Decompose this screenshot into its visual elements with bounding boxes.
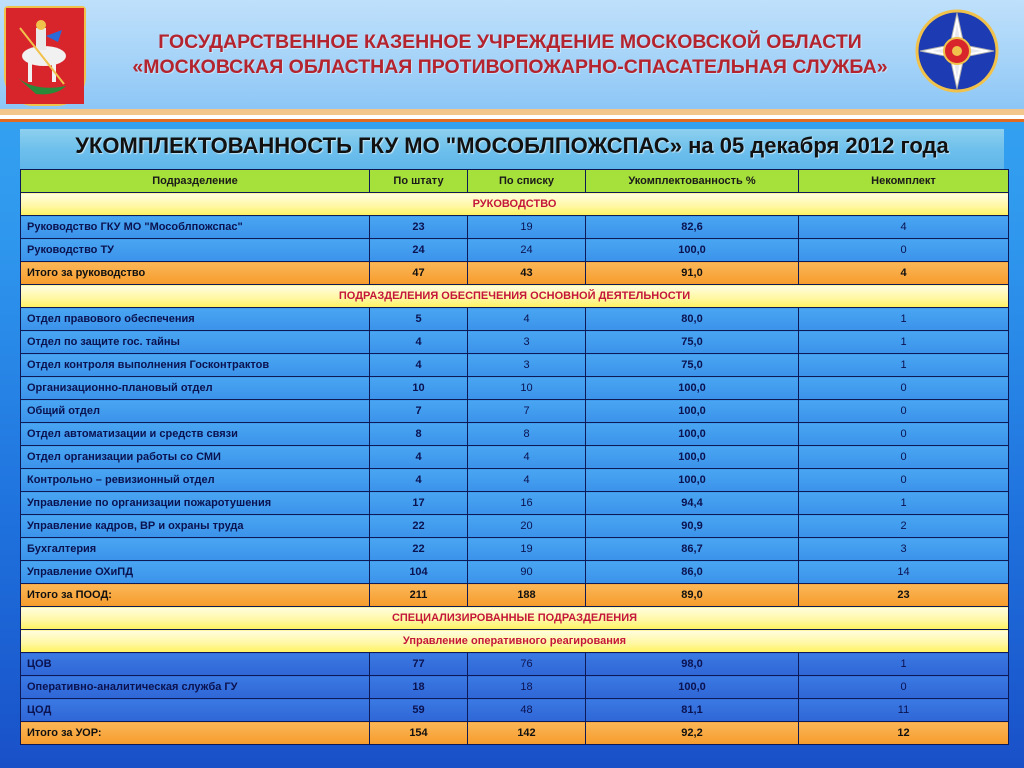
org-title-line-2: «МОСКОВСКАЯ ОБЛАСТНАЯ ПРОТИВОПОЖАРНО-СПАСАТЕЛЬНАЯ СЛУЖБА» [132,56,888,78]
actual-count-cell: 4 [468,469,586,492]
percent-cell: 89,0 [586,584,799,607]
actual-count-cell: 10 [468,377,586,400]
actual-count-cell: 90 [468,561,586,584]
unit-name-cell: Итого за ПООД: [21,584,370,607]
percent-cell: 100,0 [586,676,799,699]
actual-count-cell: 7 [468,400,586,423]
percent-cell: 75,0 [586,354,799,377]
table-row [21,676,1009,699]
shortage-cell: 4 [799,216,1009,239]
planned-count-cell: 4 [370,469,468,492]
fire-service-emblem-icon [914,1,1000,101]
percent-cell: 86,7 [586,538,799,561]
unit-name-cell: Руководство ГКУ МО "Мособлпожспас" [21,216,370,239]
unit-name-cell: Отдел правового обеспечения [21,308,370,331]
percent-cell: 80,0 [586,308,799,331]
percent-cell: 100,0 [586,400,799,423]
shortage-cell: 14 [799,561,1009,584]
unit-name-cell: ЦОД [21,699,370,722]
shortage-cell: 0 [799,676,1009,699]
percent-cell: 82,6 [586,216,799,239]
table-row [21,538,1009,561]
percent-cell: 100,0 [586,469,799,492]
unit-name-cell: Отдел по защите гос. тайны [21,331,370,354]
planned-count-cell: 23 [370,216,468,239]
table-body [21,193,1009,745]
section-header-row [21,285,1009,308]
planned-count-cell: 77 [370,653,468,676]
percent-cell: 100,0 [586,377,799,400]
table-row [21,377,1009,400]
actual-count-cell: 4 [468,446,586,469]
section-label: ПОДРАЗДЕЛЕНИЯ ОБЕСПЕЧЕНИЯ ОСНОВНОЙ ДЕЯТЕЛЬНОСТИ [21,285,1009,308]
shortage-cell: 1 [799,653,1009,676]
actual-count-cell: 19 [468,216,586,239]
actual-count-cell: 142 [468,722,586,745]
shortage-cell: 0 [799,423,1009,446]
planned-count-cell: 8 [370,423,468,446]
planned-count-cell: 4 [370,331,468,354]
table-row [21,400,1009,423]
actual-count-cell: 18 [468,676,586,699]
planned-count-cell: 211 [370,584,468,607]
planned-count-cell: 18 [370,676,468,699]
percent-cell: 100,0 [586,446,799,469]
planned-count-cell: 24 [370,239,468,262]
unit-name-cell: Руководство ТУ [21,239,370,262]
percent-cell: 90,9 [586,515,799,538]
table-row [21,469,1009,492]
unit-name-cell: Бухгалтерия [21,538,370,561]
shortage-cell: 1 [799,492,1009,515]
section-label: Управление оперативного реагирования [21,630,1009,653]
shortage-cell: 2 [799,515,1009,538]
table-row [21,354,1009,377]
actual-count-cell: 8 [468,423,586,446]
actual-count-cell: 3 [468,354,586,377]
section-header-row [21,630,1009,653]
table-row [21,216,1009,239]
actual-count-cell: 43 [468,262,586,285]
column-header-shortage: Некомплект [799,170,1009,193]
column-header-actual: По списку [468,170,586,193]
unit-name-cell: Отдел контроля выполнения Госконтрактов [21,354,370,377]
actual-count-cell: 188 [468,584,586,607]
table-row [21,239,1009,262]
column-header-percent: Укомплектованность % [586,170,799,193]
planned-count-cell: 10 [370,377,468,400]
page-title: УКОМПЛЕКТОВАННОСТЬ ГКУ МО "МОСОБЛПОЖСПАС» на 05 декабря 2012 года [75,133,949,158]
shortage-cell: 11 [799,699,1009,722]
total-row [21,262,1009,285]
actual-count-cell: 19 [468,538,586,561]
unit-name-cell: Общий отдел [21,400,370,423]
shortage-cell: 0 [799,469,1009,492]
shortage-cell: 0 [799,377,1009,400]
unit-name-cell: Управление кадров, ВР и охраны труда [21,515,370,538]
planned-count-cell: 22 [370,538,468,561]
section-label: РУКОВОДСТВО [21,193,1009,216]
unit-name-cell: Отдел автоматизации и средств связи [21,423,370,446]
unit-name-cell: Итого за УОР: [21,722,370,745]
shortage-cell: 1 [799,308,1009,331]
planned-count-cell: 4 [370,446,468,469]
section-header-row [21,607,1009,630]
total-row [21,722,1009,745]
table-row [21,308,1009,331]
table-row [21,561,1009,584]
column-header-unit: Подразделение [21,170,370,193]
percent-cell: 94,4 [586,492,799,515]
shortage-cell: 0 [799,239,1009,262]
shortage-cell: 12 [799,722,1009,745]
section-header-row [21,193,1009,216]
column-header-planned: По штату [370,170,468,193]
actual-count-cell: 3 [468,331,586,354]
unit-name-cell: Оперативно-аналитическая служба ГУ [21,676,370,699]
planned-count-cell: 47 [370,262,468,285]
organization-title [100,30,920,80]
table-row [21,446,1009,469]
unit-name-cell: Управление по организации пожаротушения [21,492,370,515]
moscow-oblast-coat-of-arms-icon [4,6,86,106]
shortage-cell: 1 [799,331,1009,354]
shortage-cell: 3 [799,538,1009,561]
table-header-row [21,170,1009,193]
unit-name-cell: Организационно-плановый отдел [21,377,370,400]
table-row [21,699,1009,722]
shortage-cell: 4 [799,262,1009,285]
unit-name-cell: Контрольно – ревизионный отдел [21,469,370,492]
planned-count-cell: 7 [370,400,468,423]
planned-count-cell: 17 [370,492,468,515]
shortage-cell: 0 [799,400,1009,423]
actual-count-cell: 16 [468,492,586,515]
actual-count-cell: 4 [468,308,586,331]
unit-name-cell: Итого за руководство [21,262,370,285]
percent-cell: 98,0 [586,653,799,676]
percent-cell: 91,0 [586,262,799,285]
section-label: СПЕЦИАЛИЗИРОВАННЫЕ ПОДРАЗДЕЛЕНИЯ [21,607,1009,630]
actual-count-cell: 20 [468,515,586,538]
unit-name-cell: Отдел организации работы со СМИ [21,446,370,469]
total-row [21,584,1009,607]
planned-count-cell: 4 [370,354,468,377]
actual-count-cell: 24 [468,239,586,262]
table-row [21,492,1009,515]
shortage-cell: 0 [799,446,1009,469]
shortage-cell: 23 [799,584,1009,607]
percent-cell: 86,0 [586,561,799,584]
table-row [21,515,1009,538]
percent-cell: 81,1 [586,699,799,722]
actual-count-cell: 76 [468,653,586,676]
percent-cell: 75,0 [586,331,799,354]
planned-count-cell: 5 [370,308,468,331]
table-row [21,423,1009,446]
percent-cell: 100,0 [586,423,799,446]
staffing-table [20,169,1009,745]
org-title-line-1: ГОСУДАРСТВЕННОЕ КАЗЕННОЕ УЧРЕЖДЕНИЕ МОСКОВСКОЙ ОБЛАСТИ [158,31,862,53]
actual-count-cell: 48 [468,699,586,722]
planned-count-cell: 154 [370,722,468,745]
table-row [21,331,1009,354]
unit-name-cell: Управление ОХиПД [21,561,370,584]
table-row [21,653,1009,676]
planned-count-cell: 22 [370,515,468,538]
shortage-cell: 1 [799,354,1009,377]
header-divider [0,119,1024,122]
planned-count-cell: 59 [370,699,468,722]
planned-count-cell: 104 [370,561,468,584]
percent-cell: 92,2 [586,722,799,745]
unit-name-cell: ЦОВ [21,653,370,676]
percent-cell: 100,0 [586,239,799,262]
